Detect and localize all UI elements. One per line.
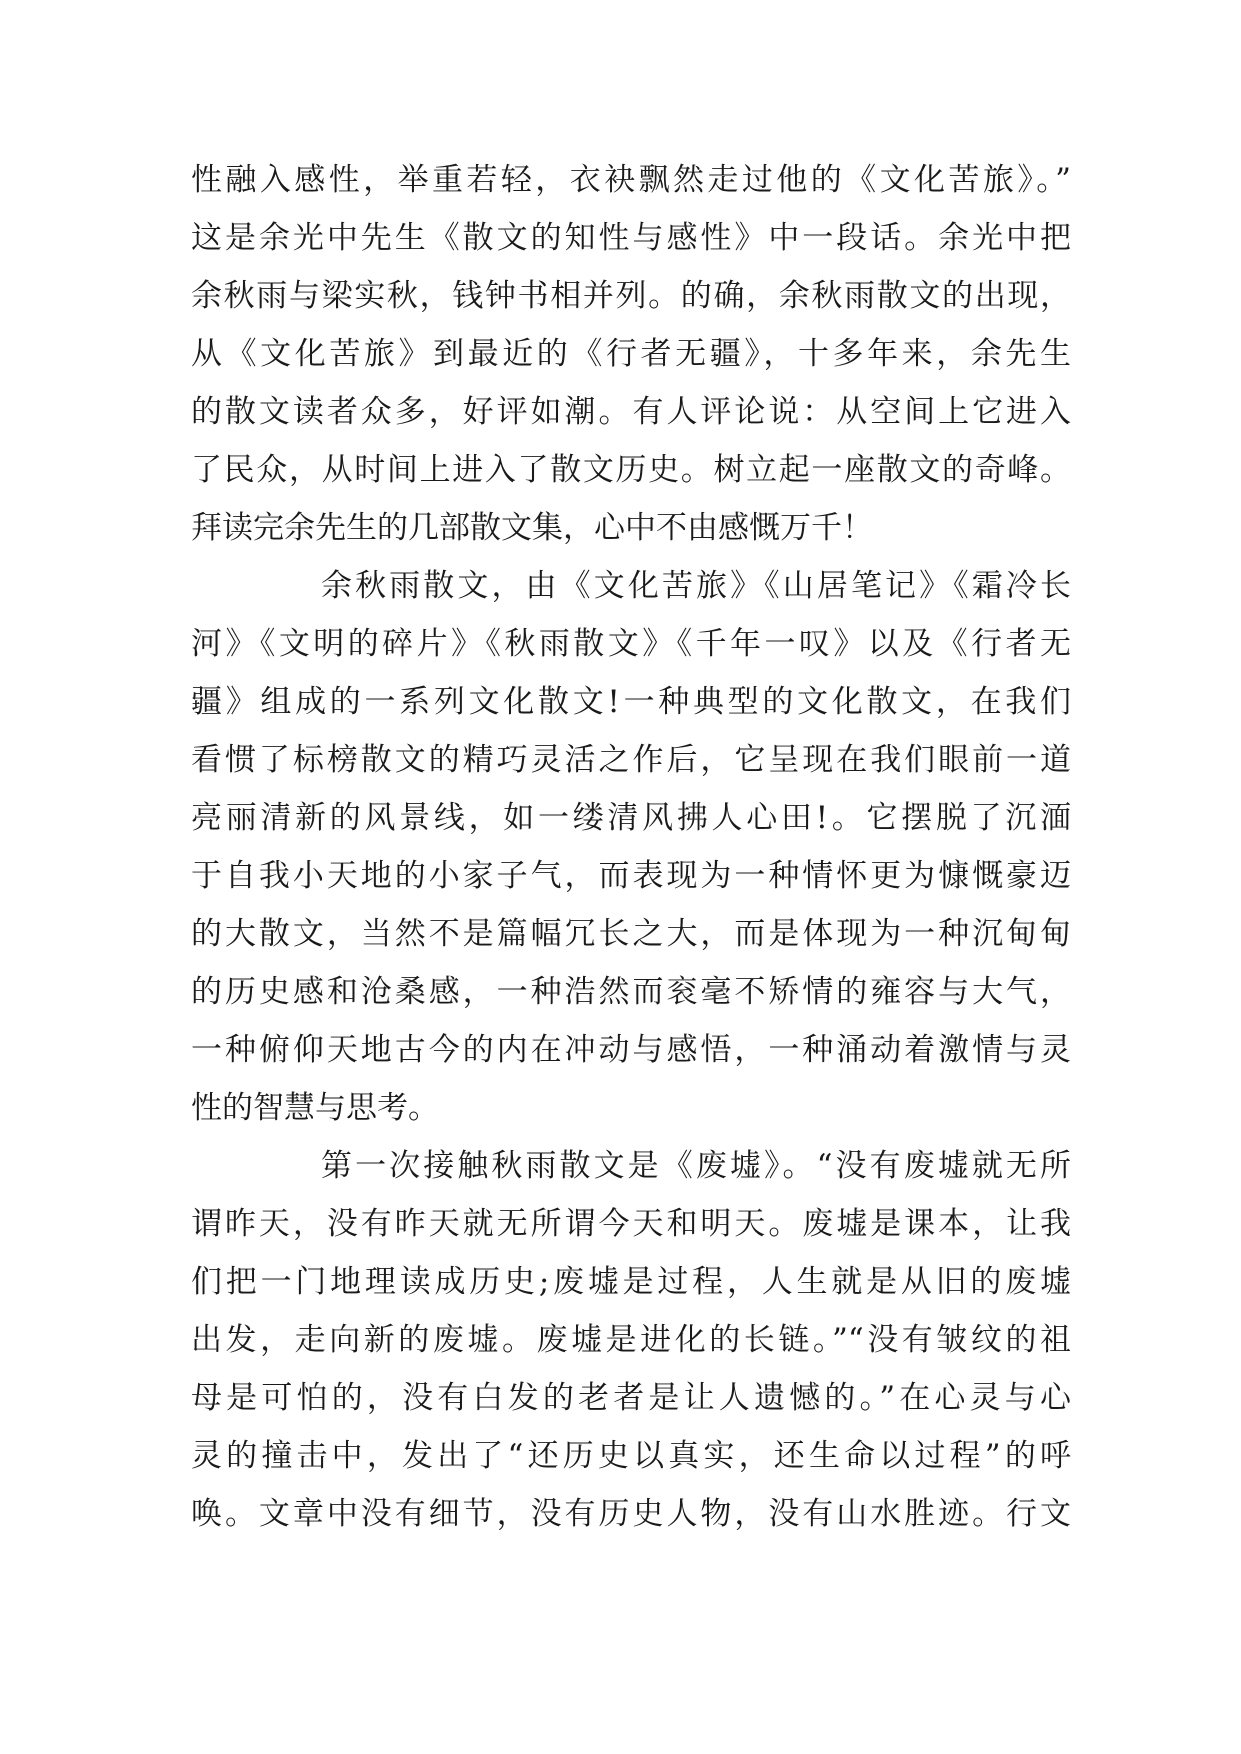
text-line: 余秋雨散文，由《文化苦旅》《山居笔记》《霜冷长 xyxy=(321,568,1071,604)
text-line: 河》《文明的碎片》《秋雨散文》《千年一叹》以及《行者无 xyxy=(191,626,1071,662)
text-line: 拜读完余先生的几部散文集，心中不由感慨万千！ xyxy=(191,510,873,546)
text-line: 们把一门地理读成历史;废墟是过程，人生就是从旧的废墟 xyxy=(191,1264,1071,1300)
text-line: 的大散文，当然不是篇幅冗长之大，而是体现为一种沉甸甸 xyxy=(191,916,1071,952)
text-line: 从《文化苦旅》到最近的《行者无疆》，十多年来，余先生 xyxy=(191,336,1071,372)
text-line: 疆》组成的一系列文化散文!一种典型的文化散文，在我们 xyxy=(191,684,1071,720)
essay-body-text xyxy=(191,151,1071,1543)
text-line: 余秋雨与梁实秋，钱钟书相并列。的确，余秋雨散文的出现， xyxy=(191,278,1071,314)
text-line: 灵的撞击中，发出了“还历史以真实，还生命以过程”的呼 xyxy=(191,1438,1071,1474)
text-line: 第一次接触秋雨散文是《废墟》。“没有废墟就无所 xyxy=(321,1148,1071,1184)
text-line: 的历史感和沧桑感，一种浩然而衮毫不矫情的雍容与大气， xyxy=(191,974,1071,1010)
text-line: 出发，走向新的废墟。废墟是进化的长链。”“没有皱纹的祖 xyxy=(191,1322,1071,1358)
text-line: 的散文读者众多，好评如潮。有人评论说：从空间上它进入 xyxy=(191,394,1071,430)
text-line: 母是可怕的，没有白发的老者是让人遗憾的。”在心灵与心 xyxy=(191,1380,1071,1416)
text-line: 了民众，从时间上进入了散文历史。树立起一座散文的奇峰。 xyxy=(191,452,1071,488)
text-line: 看惯了标榜散文的精巧灵活之作后，它呈现在我们眼前一道 xyxy=(191,742,1071,778)
text-line: 性融入感性，举重若轻，衣袂飘然走过他的《文化苦旅》。” xyxy=(191,162,1071,198)
text-line: 性的智慧与思考。 xyxy=(191,1090,439,1126)
text-line: 一种俯仰天地古今的内在冲动与感悟，一种涌动着激情与灵 xyxy=(191,1032,1071,1068)
text-line: 于自我小天地的小家子气，而表现为一种情怀更为慷慨豪迈 xyxy=(191,858,1071,894)
text-line: 谓昨天，没有昨天就无所谓今天和明天。废墟是课本，让我 xyxy=(191,1206,1071,1242)
text-line: 这是余光中先生《散文的知性与感性》中一段话。余光中把 xyxy=(191,220,1071,256)
text-line: 唤。文章中没有细节，没有历史人物，没有山水胜迹。行文 xyxy=(191,1496,1071,1532)
text-line: 亮丽清新的风景线，如一缕清风拂人心田!。它摆脱了沉湎 xyxy=(191,800,1071,836)
